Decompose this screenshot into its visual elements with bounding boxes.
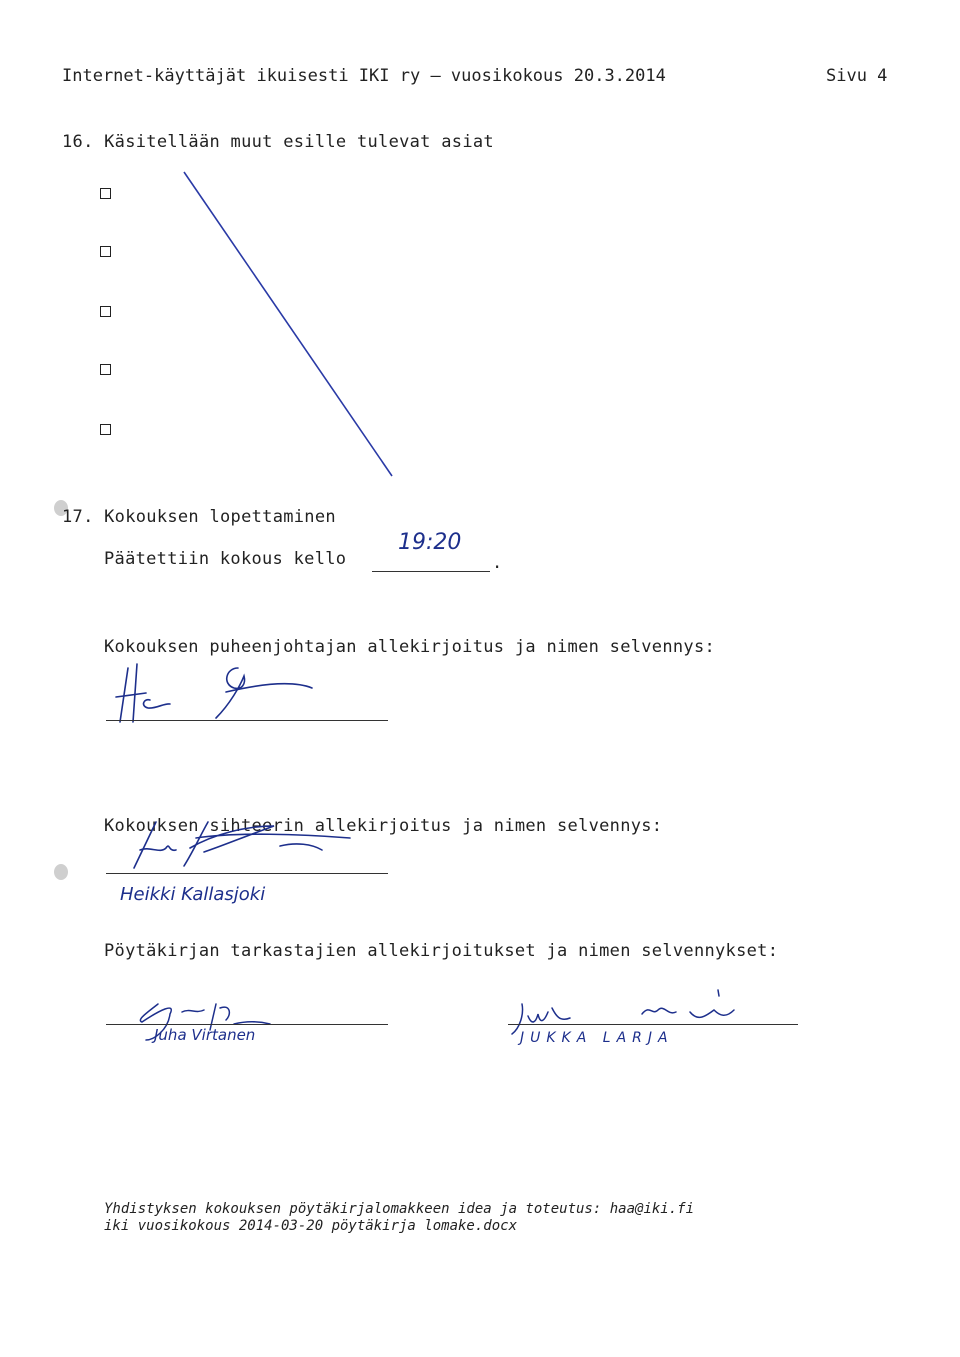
secretary-name-handwritten: Heikki Kallasjoki — [120, 884, 266, 905]
section-16-heading: 16. Käsitellään muut esille tulevat asiat — [62, 132, 494, 152]
footer-line-2: iki vuosikokous 2014-03-20 pöytäkirja lomake.docx — [104, 1218, 518, 1234]
reviewer-2-signature-line — [508, 1024, 798, 1025]
closing-text: Päätettiin kokous kello — [104, 549, 347, 569]
page-number: Sivu 4 — [826, 66, 888, 86]
section-17-heading: 17. Kokouksen lopettaminen — [62, 507, 336, 527]
reviewer-2-name-handwritten: JUKKA LARJA — [520, 1030, 674, 1046]
closing-time-handwritten: 19:20 — [398, 530, 462, 555]
reviewers-signature-label: Pöytäkirjan tarkastajien allekirjoitukset ja nimen selvennykset: — [104, 941, 779, 961]
page-header-title: Internet-käyttäjät ikuisesti IKI ry – vuosikokous 20.3.2014 — [62, 66, 666, 86]
chair-signature-label: Kokouksen puheenjohtajan allekirjoitus ja nimen selvennys: — [104, 637, 716, 657]
secretary-signature-label: Kokouksen sihteerin allekirjoitus ja nimen selvennys: — [104, 816, 663, 836]
closing-period: . — [492, 553, 503, 573]
footer-line-1: Yhdistyksen kokouksen pöytäkirjalomakkeen idea ja toteutus: haa@iki.fi — [104, 1201, 695, 1217]
reviewer-1-name-handwritten: Juha Virtanen — [154, 1026, 256, 1044]
